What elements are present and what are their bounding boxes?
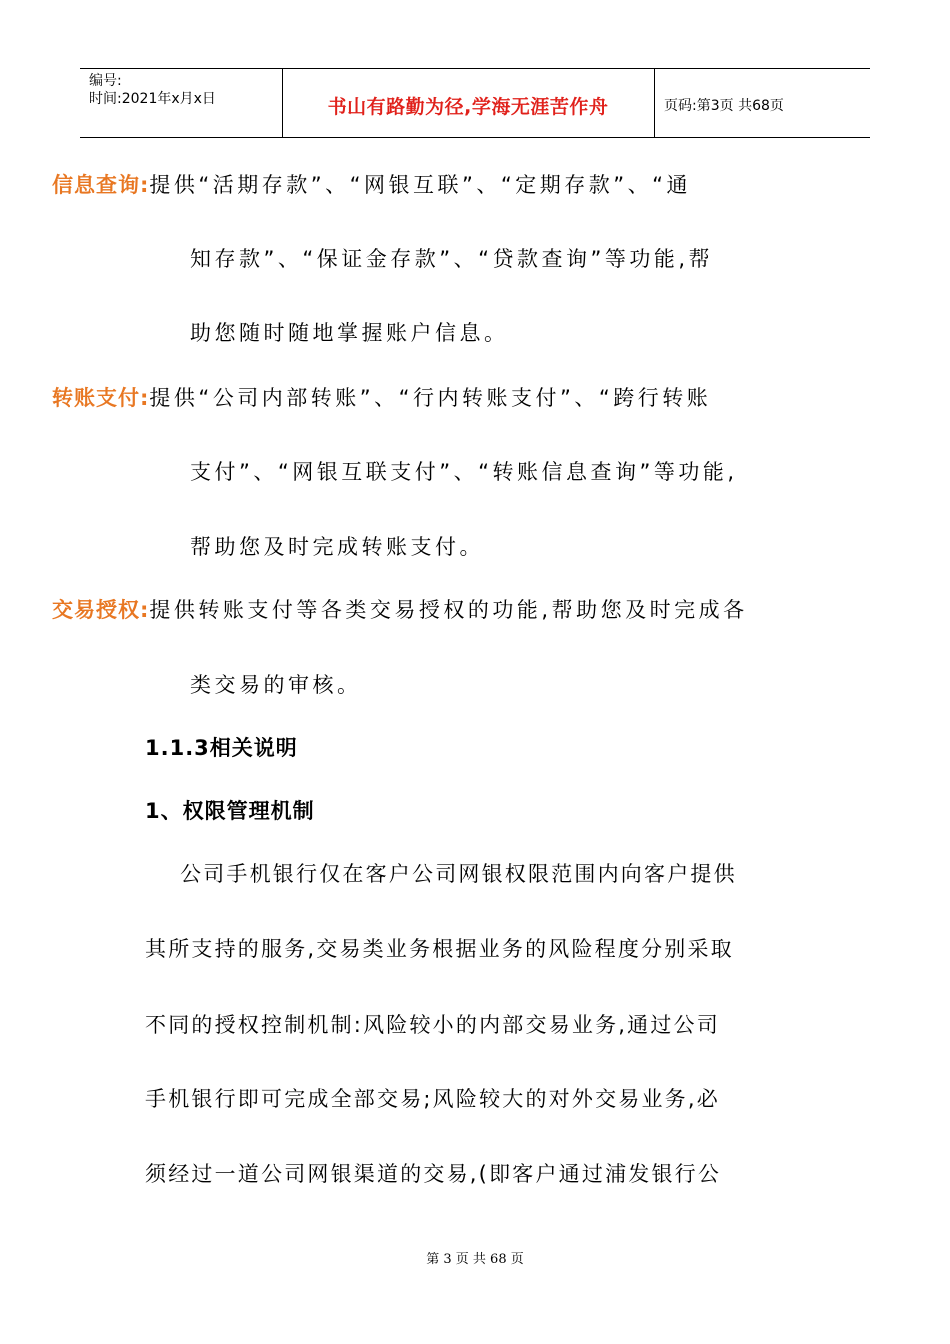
item-text-line: 类交易的审核。 [190,673,362,697]
item-label: 转账支付: [52,386,150,410]
item-info-query-row-1 [52,172,691,198]
document-number: 编号: [89,73,122,89]
page-header [80,68,870,138]
section-heading: 1.1.3相关说明 [145,736,298,760]
header-motto: 书山有路勤为径,学海无涯苦作舟 [327,96,609,118]
item-label: 交易授权: [52,598,150,622]
item-text-line: 提供转账支付等各类交易授权的功能,帮助您及时完成各 [149,598,748,622]
page-footer: 第 3 页 共 68 页 [426,1252,524,1267]
item-text-line: 帮助您及时完成转账支付。 [190,535,484,559]
item-text-line: 提供“公司内部转账”、“行内转账支付”、“跨行转账 [149,386,712,410]
subheading: 1、权限管理机制 [145,799,315,823]
item-text-line: 知存款”、“保证金存款”、“贷款查询”等功能,帮 [190,247,714,271]
item-label: 信息查询: [52,173,150,197]
header-motto-cell [282,69,655,137]
header-page-info: 页码:第3页 共68页 [664,98,784,114]
item-authorization-row-1 [52,597,748,623]
paragraph-line: 手机银行即可完成全部交易;风险较大的对外交易业务,必 [145,1087,720,1111]
paragraph-line: 公司手机银行仅在客户公司网银权限范围内向客户提供 [180,862,737,886]
header-page-cell [655,69,870,137]
header-meta-cell [80,69,283,137]
item-text-line: 支付”、“网银互联支付”、“转账信息查询”等功能, [190,460,738,484]
paragraph-line: 不同的授权控制机制:风险较小的内部交易业务,通过公司 [145,1013,720,1037]
paragraph-line: 须经过一道公司网银渠道的交易,(即客户通过浦发银行公 [145,1162,722,1186]
item-text-line: 助您随时随地掌握账户信息。 [190,321,509,345]
paragraph-line: 其所支持的服务,交易类业务根据业务的风险程度分别采取 [145,937,734,961]
item-text-line: 提供“活期存款”、“网银互联”、“定期存款”、“通 [149,173,692,197]
item-transfer-row-1 [52,385,711,411]
document-time: 时间:2021年x月x日 [89,91,216,107]
